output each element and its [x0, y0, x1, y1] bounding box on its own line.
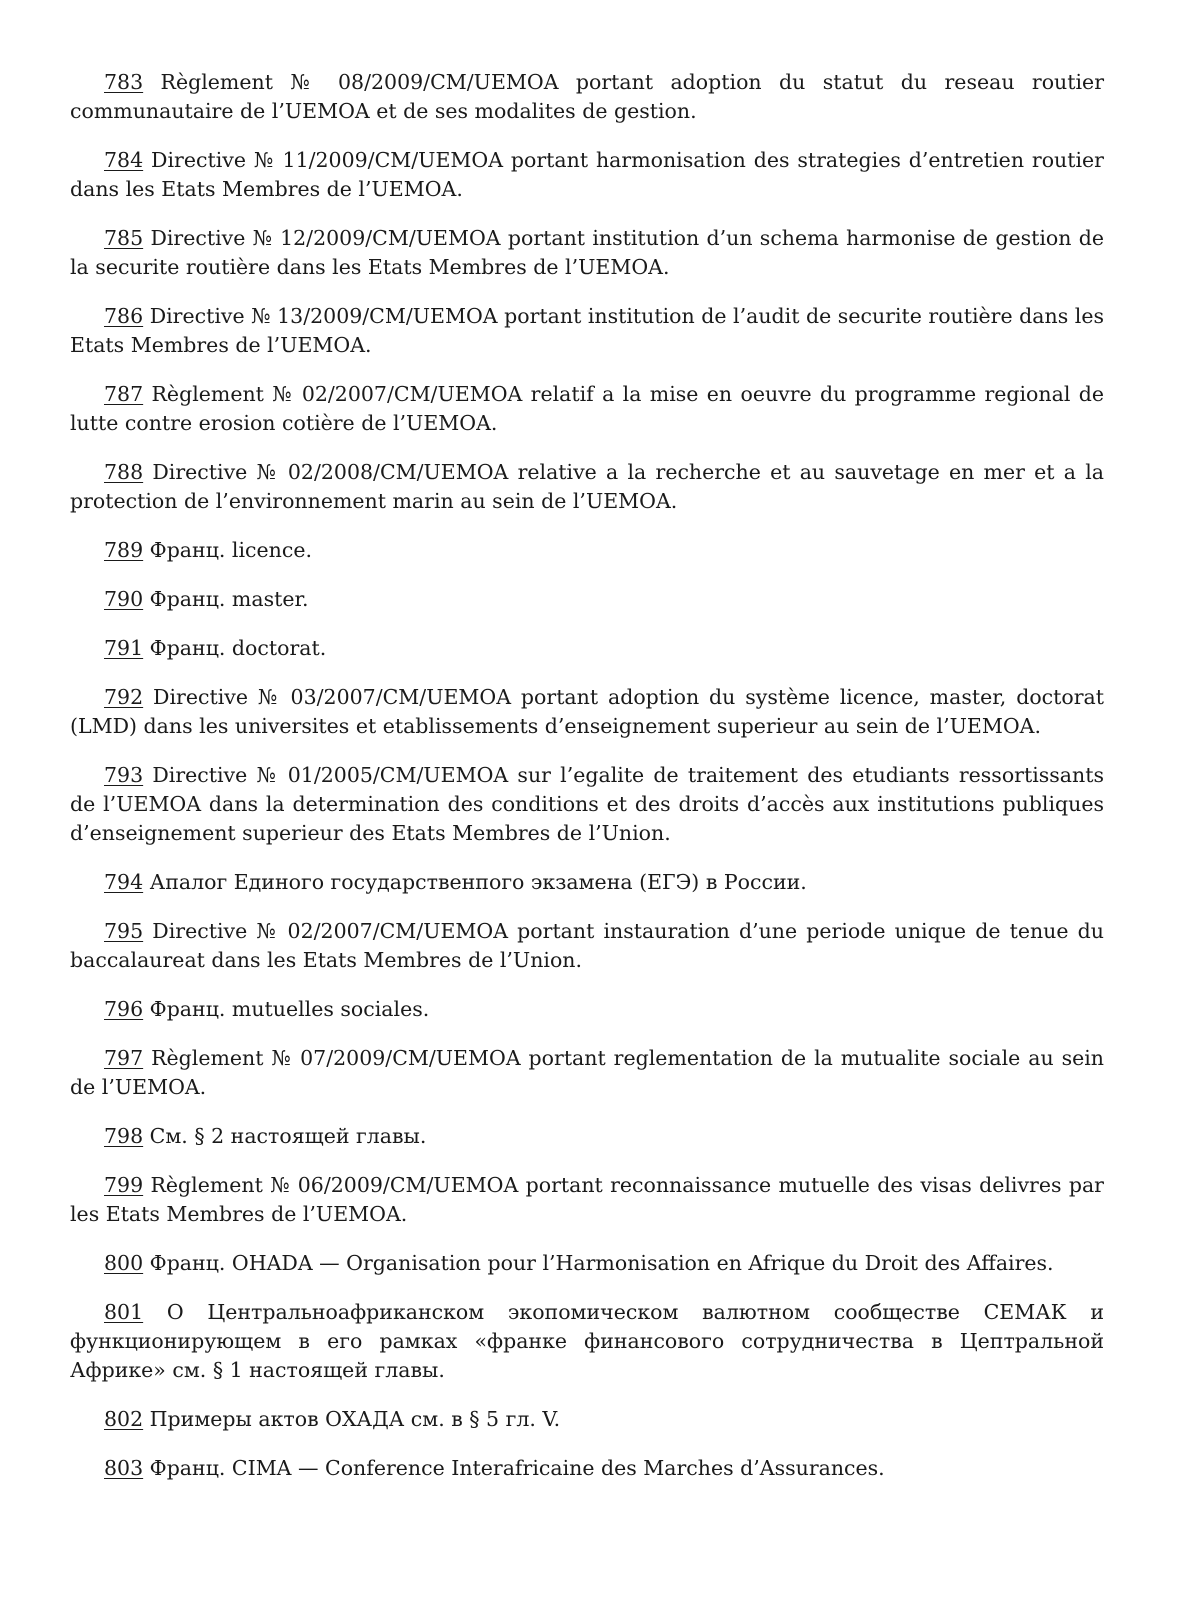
- footnote: [70, 585, 1104, 614]
- footnote-number[interactable]: 786: [104, 304, 144, 328]
- footnote-number[interactable]: 787: [104, 382, 144, 406]
- footnote-text: Directive № 02/2007/CM/UEMOA portant instauration d’une periode unique de tenue du baccalaureat dans les Etats Membres de l’Union.: [70, 919, 1104, 972]
- footnote-number[interactable]: 803: [104, 1456, 144, 1480]
- footnote-text: См. § 2 настоящей главы.: [149, 1124, 427, 1148]
- footnote-number[interactable]: 800: [104, 1251, 144, 1275]
- footnote-number[interactable]: 790: [104, 587, 144, 611]
- footnote-text: Апалог Единого государственпого экзамена (ЕГЭ) в России.: [149, 870, 807, 894]
- footnote-number[interactable]: 795: [104, 919, 144, 943]
- footnote-text: Франц. OHADA — Organisation pour l’Harmonisation en Afrique du Droit des Affaires.: [149, 1251, 1054, 1275]
- footnote-number[interactable]: 801: [104, 1300, 144, 1324]
- footnote: [70, 458, 1104, 516]
- footnote-text: Франц. mutuelles sociales.: [149, 997, 430, 1021]
- footnote-text: Règlement № 07/2009/CM/UEMOA portant reglementation de la mutualite sociale au sein de l’UEMOA.: [70, 1046, 1104, 1099]
- footnote-text: Directive № 13/2009/CM/UEMOA portant institution de l’audit de securite routière dans les Etats Membres de l’UEMOA.: [70, 304, 1104, 357]
- footnote-text: Directive № 02/2008/CM/UEMOA relative a la recherche et au sauvetage en mer et a la protection de l’environnement marin au sein de l’UEMOA.: [70, 460, 1104, 513]
- footnote: [70, 1454, 1104, 1483]
- footnote: [70, 995, 1104, 1024]
- footnote-number[interactable]: 794: [104, 870, 144, 894]
- footnote-text: Règlement № 02/2007/CM/UEMOA relatif a la mise en oeuvre du programme regional de lutte contre erosion cotière de l’UEMOA.: [70, 382, 1104, 435]
- footnote-number[interactable]: 796: [104, 997, 144, 1021]
- footnote: [70, 1298, 1104, 1385]
- footnote-number[interactable]: 789: [104, 538, 144, 562]
- footnote: [70, 634, 1104, 663]
- footnote: [70, 868, 1104, 897]
- footnote: [70, 761, 1104, 848]
- footnote: [70, 1249, 1104, 1278]
- footnote: [70, 536, 1104, 565]
- footnote: [70, 380, 1104, 438]
- footnote-text: Франц. licence.: [149, 538, 312, 562]
- footnote-number[interactable]: 799: [104, 1173, 144, 1197]
- footnote-number[interactable]: 791: [104, 636, 144, 660]
- footnote: [70, 1171, 1104, 1229]
- footnote-text: Règlement № 06/2009/CM/UEMOA portant reconnaissance mutuelle des visas delivres par les Etats Membres de l’UEMOA.: [70, 1173, 1104, 1226]
- footnote-text: Франц. master.: [149, 587, 309, 611]
- footnote: [70, 302, 1104, 360]
- footnote-text: Франц. CIMA — Conference Interafricaine des Marches d’Assurances.: [149, 1456, 885, 1480]
- footnote-number[interactable]: 797: [104, 1046, 144, 1070]
- footnote: [70, 68, 1104, 126]
- footnote-text: Франц. doctorat.: [149, 636, 327, 660]
- footnote-number[interactable]: 798: [104, 1124, 144, 1148]
- footnote: [70, 1044, 1104, 1102]
- footnote-number[interactable]: 788: [104, 460, 144, 484]
- footnote: [70, 224, 1104, 282]
- footnote-number[interactable]: 793: [104, 763, 144, 787]
- footnote-text: Directive № 01/2005/CM/UEMOA sur l’egalite de traitement des etudiants ressortissants de l’UEMOA dans la determination des conditions et des droits d’accès aux institutions publiques d’enseignement superieur des Etats Membres de l’Union.: [70, 763, 1104, 845]
- footnote-text: Règlement № 08/2009/CM/UEMOA portant adoption du statut du reseau routier communautaire de l’UEMOA et de ses modalites de gestion.: [70, 70, 1104, 123]
- footnote-text: О Центральноафриканском экопомическом валютном сообществе СЕМАК и функционирующем в его рамках «франке финансового сотрудничества в Цептральной Африке» см. § 1 настоящей главы.: [70, 1300, 1104, 1382]
- footnote-number[interactable]: 792: [104, 685, 144, 709]
- footnote-number[interactable]: 785: [104, 226, 144, 250]
- footnote: [70, 1405, 1104, 1434]
- footnote-number[interactable]: 783: [104, 70, 144, 94]
- footnote-text: Примеры актов ОХАДА см. в § 5 гл. V.: [149, 1407, 561, 1431]
- footnote-text: Directive № 11/2009/CM/UEMOA portant harmonisation des strategies d’entretien routier dans les Etats Membres de l’UEMOA.: [70, 148, 1104, 201]
- footnote-number[interactable]: 802: [104, 1407, 144, 1431]
- footnote-text: Directive № 03/2007/CM/UEMOA portant adoption du système licence, master, doctorat (LMD) dans les universites et etablissements d’enseignement superieur au sein de l’UEMOA.: [70, 685, 1104, 738]
- footnote: [70, 146, 1104, 204]
- footnote-number[interactable]: 784: [104, 148, 144, 172]
- footnote: [70, 683, 1104, 741]
- footnote: [70, 917, 1104, 975]
- footnote: [70, 1122, 1104, 1151]
- footnote-text: Directive № 12/2009/CM/UEMOA portant institution d’un schema harmonise de gestion de la securite routière dans les Etats Membres de l’UEMOA.: [70, 226, 1104, 279]
- footnotes-page: [70, 68, 1104, 1503]
